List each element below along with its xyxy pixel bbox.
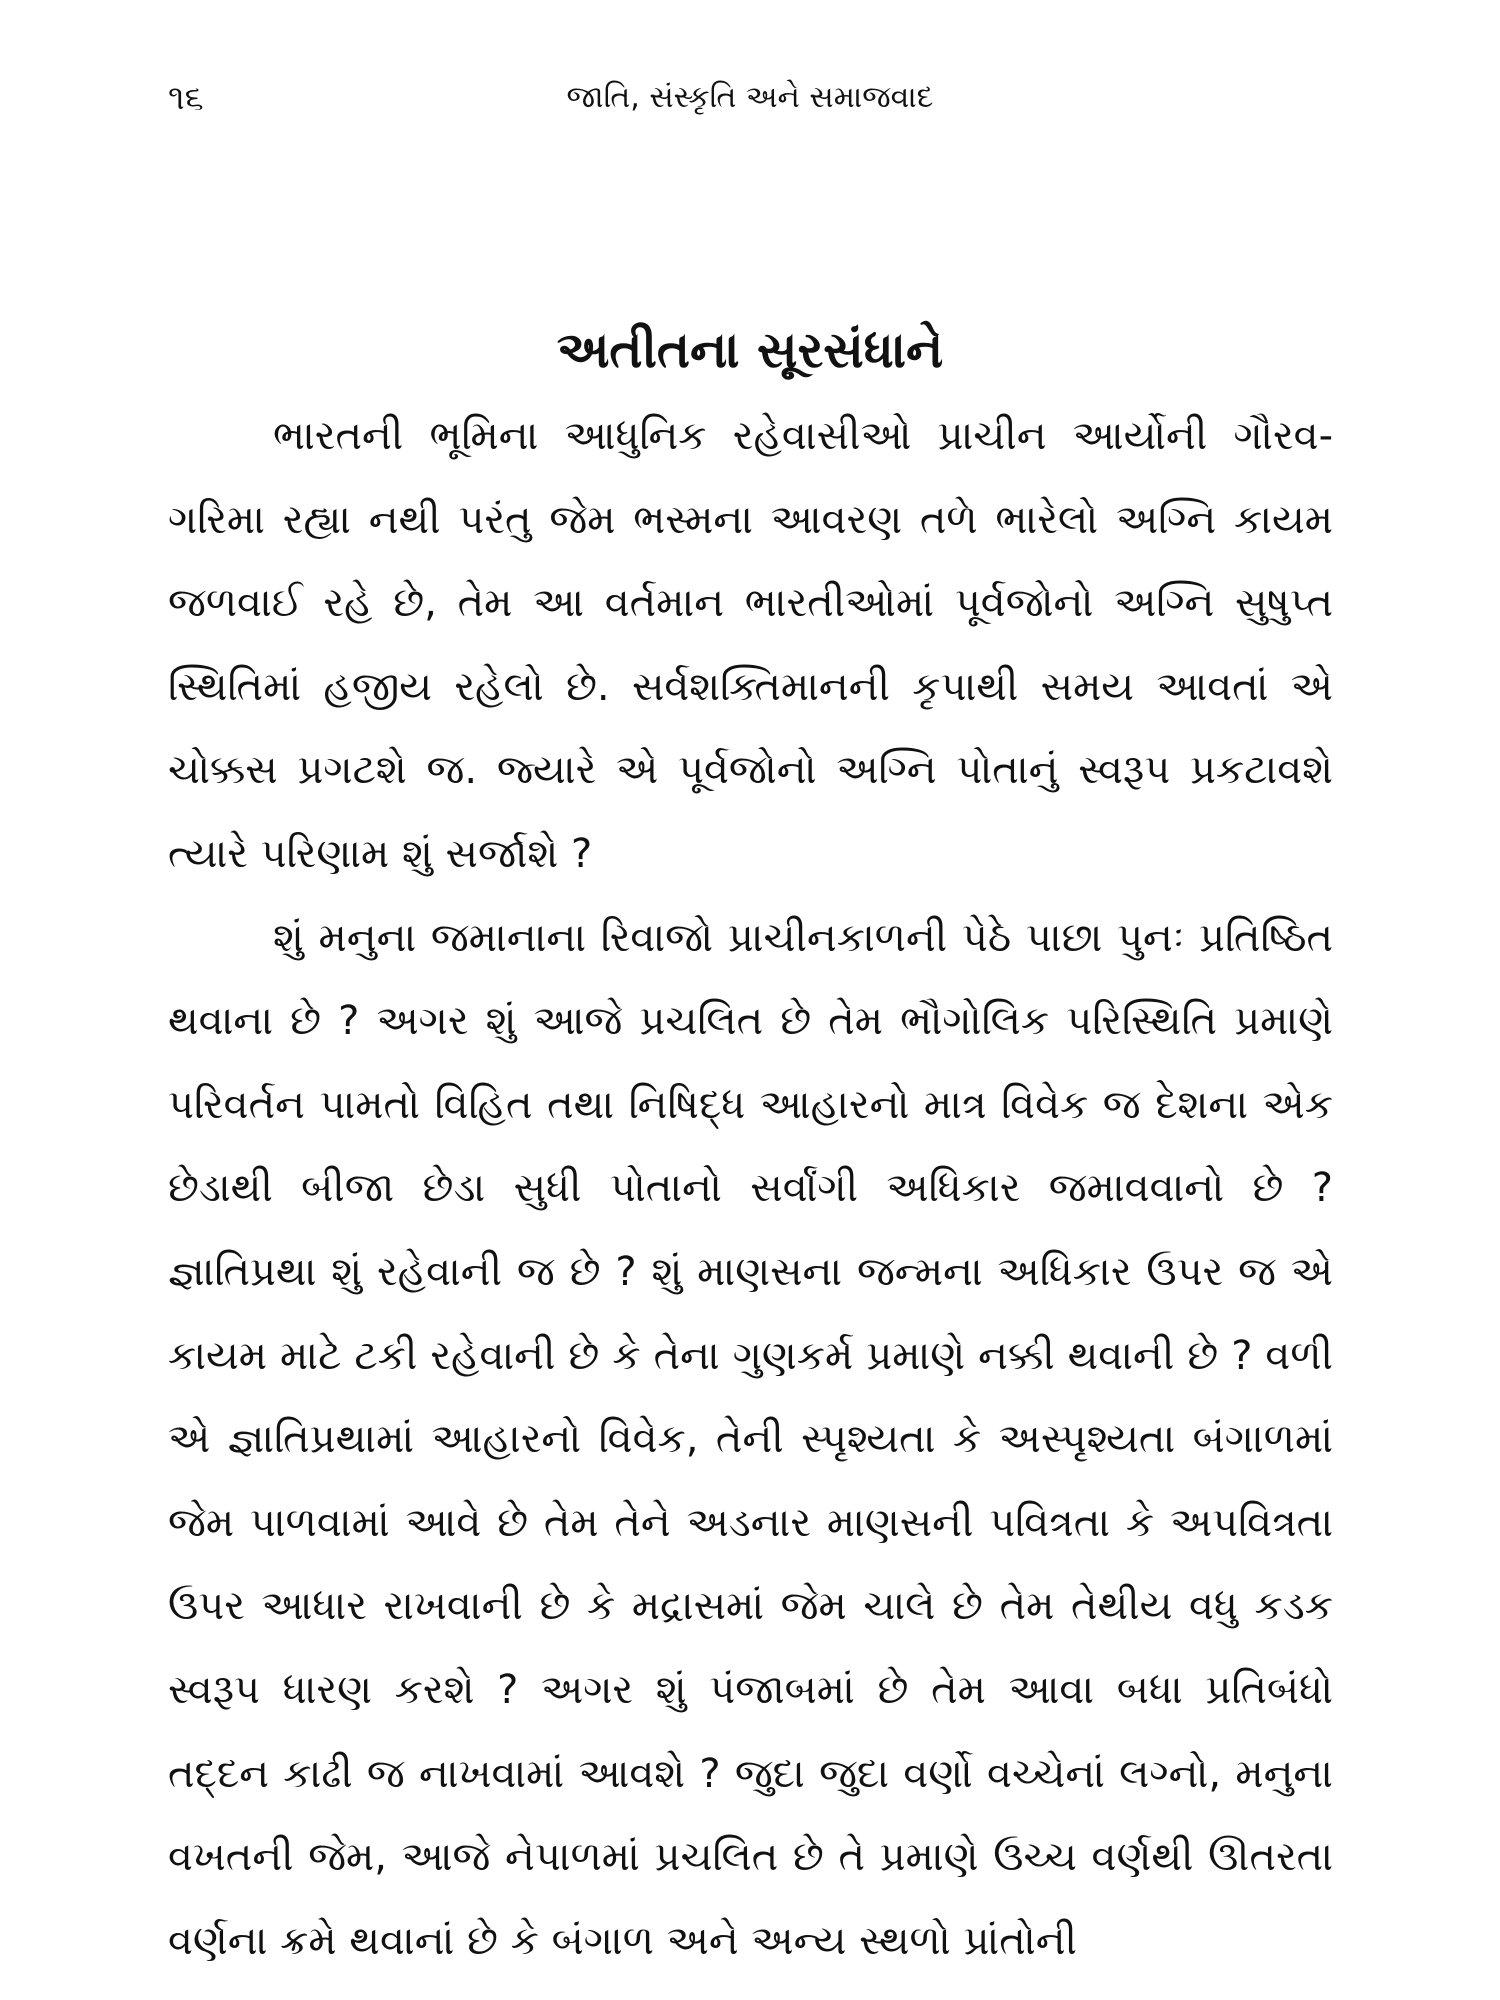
running-header bbox=[0, 68, 1500, 128]
paragraph-2: શું મનુના જમાનાના રિવાજો પ્રાચીનકાળની પેઠે પાછા પુનઃ પ્રતિષ્ઠિત થવાના છે ? અગર શું આજે પ્રચલિત છે તેમ ભૌગોલિક પરિસ્થિતિ પ્રમાણે પરિવર્તન પામતો વિહિત તથા નિષિદ્ધ આહારનો માત્ર વિવેક જ દેશના એક છેડાથી બીજા છેડા સુધી પોતાનો સર્વાંગી અધિકાર જમાવવાનો છે ? જ્ઞાતિપ્રથા શું રહેવાની જ છે ? શું માણસના જન્મના અધિકાર ઉપર જ એ કાયમ માટે ટકી રહેવાની છે કે તેના ગુણકર્મ પ્રમાણે નક્કી થવાની છે ? વળી એ જ્ઞાતિપ્રથામાં આહારનો વિવેક, તેની સ્પૃશ્યતા કે અસ્પૃશ્યતા બંગાળમાં જેમ પાળવામાં આવે છે તેમ તેને અડનાર માણસની પવિત્રતા કે અપવિત્રતા ઉપર આધાર રાખવાની છે કે મદ્રાસમાં જેમ ચાલે છે તેમ તેથીય વધુ કડક સ્વરૂપ ધારણ કરશે ? અગર શું પંજાબમાં છે તેમ આવા બધા પ્રતિબંધો તદ્દન કાઢી જ નાખવામાં આવશે ? જુદા જુદા વર્ણો વચ્ચેનાં લગ્નો, મનુના વખતની જેમ, આજે નેપાળમાં પ્રચલિત છે તે પ્રમાણે ઉચ્ચ વર્ણથી ઊતરતા વર્ણના ક્રમે થવાનાં છે કે બંગાળ અને અન્ય સ્થળો પ્રાંતોની bbox=[168, 914, 1333, 1964]
body-text bbox=[168, 395, 1333, 1983]
section-title: અતીતના સૂરસંધાને bbox=[556, 321, 944, 379]
running-title: જાતિ, સંસ્કૃતિ અને સમાજવાદ bbox=[566, 80, 934, 115]
page-number: ૧૬ bbox=[168, 78, 204, 118]
paragraph-1: ભારતની ભૂમિના આધુનિક રહેવાસીઓ પ્રાચીન આર્યોની ગૌરવ-ગરિમા રહ્યા નથી પરંતુ જેમ ભસ્મના આવરણ તળે ભારેલો અગ્નિ કાયમ જળવાઈ રહે છે, તેમ આ વર્તમાન ભારતીઓમાં પૂર્વજોનો અગ્નિ સુષુપ્ત સ્થિતિમાં હજીય રહેલો છે. સર્વશક્તિમાનની કૃપાથી સમય આવતાં એ ચોક્કસ પ્રગટશે જ. જ્યારે એ પૂર્વજોનો અગ્નિ પોતાનું સ્વરૂપ પ્રકટાવશે ત્યારે પરિણામ શું સર્જાશે ? bbox=[168, 413, 1333, 877]
